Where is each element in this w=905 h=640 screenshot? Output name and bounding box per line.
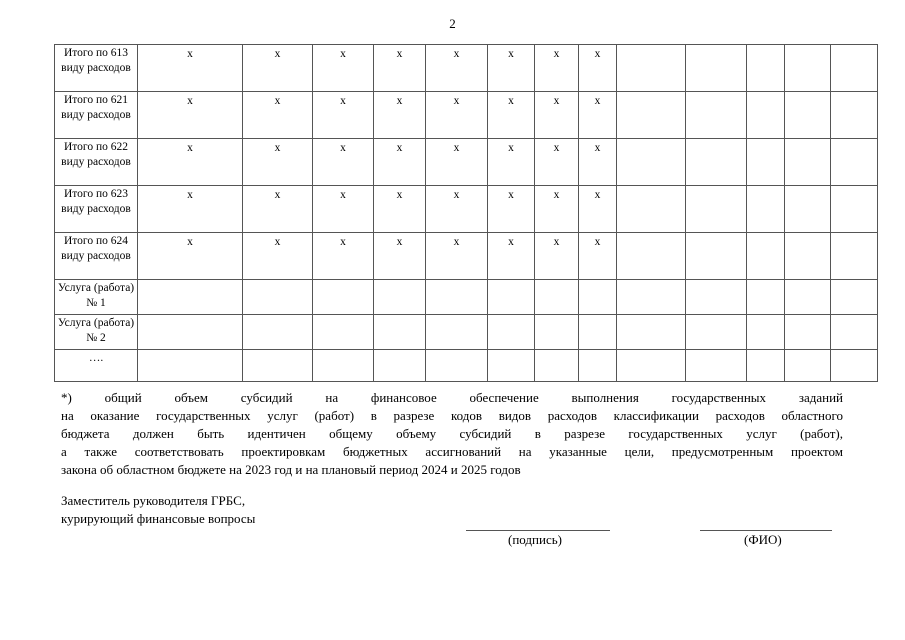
name-line — [700, 530, 832, 531]
signer-title-line: курирующий финансовые вопросы — [61, 511, 256, 526]
table-cell: x — [313, 45, 374, 92]
signature-caption: (подпись) — [508, 532, 562, 547]
table-cell — [785, 139, 831, 186]
table-cell: x — [535, 139, 579, 186]
footnote-line: бюджета должен быть идентичен общему объему субсидий в разрезе государственных услуг (работ), — [61, 426, 843, 441]
table-cell — [313, 315, 374, 350]
table-cell: x — [426, 45, 488, 92]
table-row — [55, 315, 878, 350]
table-cell: x — [488, 92, 535, 139]
signer-title — [61, 492, 255, 528]
page-number: 2 — [449, 16, 456, 31]
table-cell — [686, 186, 747, 233]
footnote-line: на оказание государственных услуг (работ) в разрезе кодов видов расходов классификации расходов областного — [61, 408, 843, 423]
table-cell — [747, 350, 785, 382]
table-cell — [617, 45, 686, 92]
table-cell: x — [243, 139, 313, 186]
table-cell — [617, 233, 686, 280]
table-cell: x — [579, 45, 617, 92]
table-cell — [535, 280, 579, 315]
table-cell — [426, 280, 488, 315]
row-label: Итого по 622 виду расходов — [55, 139, 138, 186]
table-cell: x — [426, 186, 488, 233]
row-label: Услуга (работа) № 2 — [55, 315, 138, 350]
table-cell — [831, 92, 878, 139]
table-cell: x — [426, 92, 488, 139]
footnote-line: закона об областном бюджете на 2023 год и на плановый период 2024 и 2025 годов — [61, 462, 521, 477]
signer-title-line: Заместитель руководителя ГРБС, — [61, 493, 246, 508]
table-cell — [686, 92, 747, 139]
table-cell — [617, 350, 686, 382]
table-cell — [831, 350, 878, 382]
table-cell — [374, 350, 426, 382]
table-cell: x — [313, 233, 374, 280]
footnote-line: а также соответствовать проектировкам бюджетных ассигнований на указанные цели, предусмотренным проектом — [61, 444, 843, 459]
table-cell — [313, 350, 374, 382]
table-cell — [785, 280, 831, 315]
table-cell — [617, 315, 686, 350]
signature-line — [466, 530, 610, 531]
table-cell: x — [488, 233, 535, 280]
table-row — [55, 92, 878, 139]
table-cell: x — [313, 92, 374, 139]
table-cell — [243, 315, 313, 350]
table-cell: x — [374, 233, 426, 280]
table-cell — [785, 315, 831, 350]
table-cell — [686, 233, 747, 280]
table-cell — [535, 315, 579, 350]
table-cell — [243, 280, 313, 315]
table-cell — [243, 350, 313, 382]
table-cell: x — [243, 233, 313, 280]
table-cell — [785, 92, 831, 139]
table-cell — [617, 186, 686, 233]
table-cell: x — [374, 45, 426, 92]
table-cell: x — [535, 233, 579, 280]
table-cell — [747, 280, 785, 315]
table-cell — [374, 280, 426, 315]
table-cell — [831, 139, 878, 186]
table-cell: x — [138, 92, 243, 139]
table-cell — [579, 350, 617, 382]
table-cell — [785, 186, 831, 233]
table-cell: x — [579, 92, 617, 139]
table-cell — [617, 92, 686, 139]
table-cell — [579, 280, 617, 315]
table-cell — [426, 315, 488, 350]
budget-table — [54, 44, 878, 382]
table-cell: x — [374, 92, 426, 139]
table-cell — [426, 350, 488, 382]
table-cell — [831, 186, 878, 233]
table-cell — [831, 315, 878, 350]
table-cell: x — [488, 139, 535, 186]
table-cell — [686, 350, 747, 382]
table-cell — [831, 280, 878, 315]
table-cell — [535, 350, 579, 382]
table-cell — [488, 315, 535, 350]
table-cell — [138, 350, 243, 382]
table-cell — [785, 350, 831, 382]
table-cell: x — [138, 45, 243, 92]
table-cell: x — [313, 186, 374, 233]
table-cell — [488, 350, 535, 382]
table-cell — [138, 280, 243, 315]
table-row — [55, 233, 878, 280]
table-cell: x — [138, 186, 243, 233]
table-cell: x — [579, 186, 617, 233]
table-cell: x — [138, 139, 243, 186]
row-label: …. — [55, 350, 138, 382]
table-cell: x — [243, 92, 313, 139]
table-cell — [747, 92, 785, 139]
row-label: Итого по 624 виду расходов — [55, 233, 138, 280]
table-row — [55, 139, 878, 186]
table-cell: x — [535, 186, 579, 233]
table-cell — [831, 233, 878, 280]
table-cell — [686, 280, 747, 315]
table-cell — [785, 45, 831, 92]
name-caption: (ФИО) — [744, 532, 782, 547]
table-cell — [488, 280, 535, 315]
table-cell — [831, 45, 878, 92]
table-cell: x — [579, 139, 617, 186]
table-cell: x — [488, 186, 535, 233]
table-cell — [785, 233, 831, 280]
table-row — [55, 350, 878, 382]
table-body — [55, 45, 878, 382]
table-cell — [138, 315, 243, 350]
table-cell — [686, 45, 747, 92]
footnote-line: *) общий объем субсидий на финансовое обеспечение выполнения государственных заданий — [61, 390, 843, 405]
row-label: Итого по 613 виду расходов — [55, 45, 138, 92]
table-cell — [579, 315, 617, 350]
footnote — [61, 389, 843, 479]
table-cell: x — [243, 45, 313, 92]
table-cell — [617, 139, 686, 186]
table-cell: x — [426, 233, 488, 280]
table-cell: x — [243, 186, 313, 233]
table-cell — [747, 233, 785, 280]
table-cell — [313, 280, 374, 315]
table-cell — [747, 186, 785, 233]
table-cell: x — [313, 139, 374, 186]
table-cell: x — [374, 139, 426, 186]
row-label: Итого по 623 виду расходов — [55, 186, 138, 233]
table-cell: x — [426, 139, 488, 186]
table-cell — [747, 139, 785, 186]
table-cell: x — [374, 186, 426, 233]
row-label: Услуга (работа) № 1 — [55, 280, 138, 315]
table-cell — [686, 139, 747, 186]
table-cell: x — [535, 45, 579, 92]
table-cell: x — [488, 45, 535, 92]
table-cell — [747, 45, 785, 92]
table-row — [55, 280, 878, 315]
table-cell — [686, 315, 747, 350]
table-cell — [747, 315, 785, 350]
row-label: Итого по 621 виду расходов — [55, 92, 138, 139]
table-cell — [374, 315, 426, 350]
table-row — [55, 186, 878, 233]
table-cell: x — [138, 233, 243, 280]
table-cell — [617, 280, 686, 315]
table-cell: x — [535, 92, 579, 139]
table-row — [55, 45, 878, 92]
table-cell: x — [579, 233, 617, 280]
